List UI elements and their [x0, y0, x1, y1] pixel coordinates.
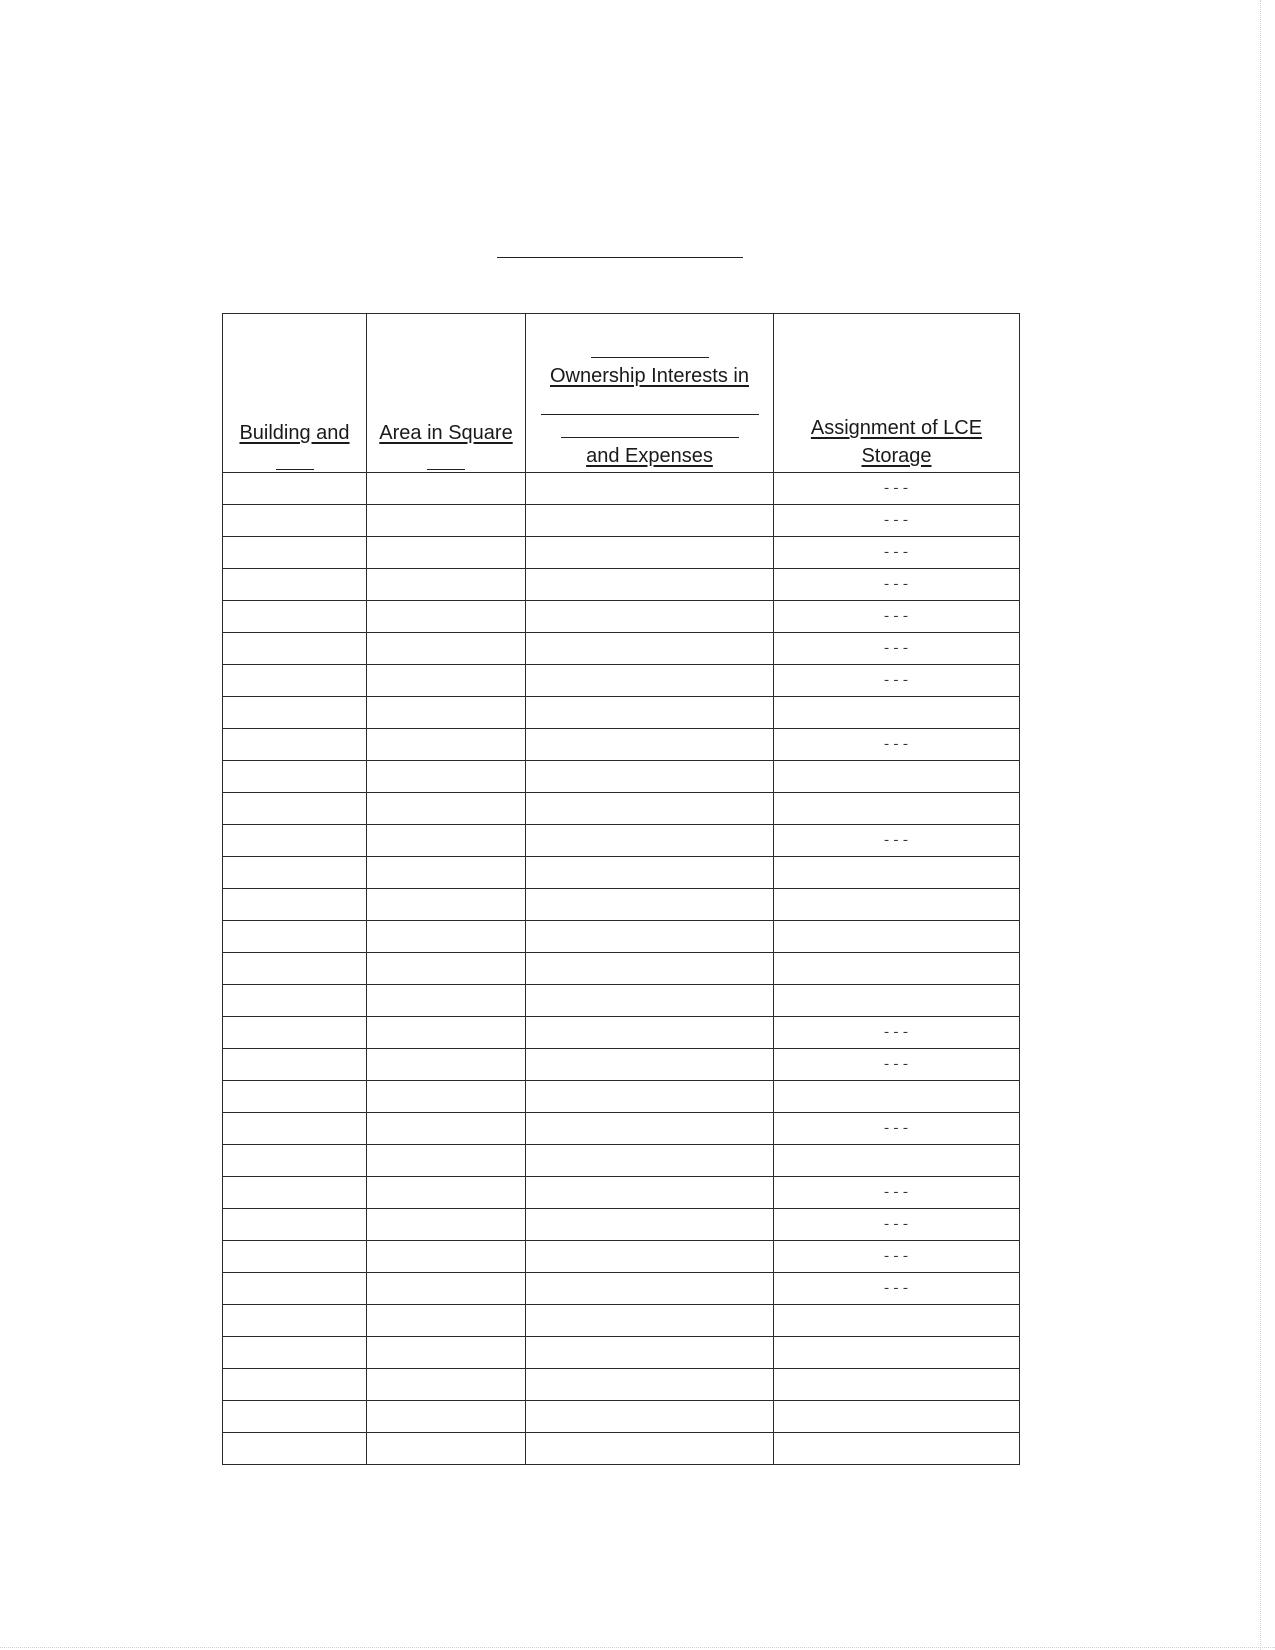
table-row [223, 729, 1020, 761]
table-row [223, 473, 1020, 505]
header-lce-text: Assignment of LCE [810, 417, 983, 439]
cell-ownership [526, 1177, 774, 1209]
table-row [223, 569, 1020, 601]
table-row [223, 985, 1020, 1017]
cell-building [223, 1369, 367, 1401]
cell-ownership [526, 857, 774, 889]
cell-building [223, 1113, 367, 1145]
cell-ownership [526, 1433, 774, 1465]
cell-area [367, 985, 526, 1017]
table-row [223, 1401, 1020, 1433]
cell-area [367, 1305, 526, 1337]
cell-building [223, 1273, 367, 1305]
cell-lce: --- [774, 1241, 1020, 1273]
cell-building [223, 1209, 367, 1241]
cell-lce: --- [774, 825, 1020, 857]
cell-building [223, 601, 367, 633]
table-row [223, 889, 1020, 921]
cell-ownership [526, 697, 774, 729]
header-area-text: Area in Square [379, 422, 513, 444]
cell-lce [774, 1401, 1020, 1433]
cell-ownership [526, 665, 774, 697]
table-row [223, 921, 1020, 953]
cell-building [223, 761, 367, 793]
cell-area [367, 889, 526, 921]
cell-area [367, 665, 526, 697]
cell-ownership [526, 1113, 774, 1145]
cell-ownership [526, 1337, 774, 1369]
table-row [223, 953, 1020, 985]
table-row [223, 1081, 1020, 1113]
cell-area [367, 569, 526, 601]
cell-lce [774, 1305, 1020, 1337]
table-row [223, 1369, 1020, 1401]
header-ownership-text: Ownership Interests in [550, 365, 749, 387]
cell-building [223, 825, 367, 857]
cell-area [367, 1401, 526, 1433]
cell-ownership [526, 537, 774, 569]
cell-area [367, 601, 526, 633]
cell-lce: --- [774, 601, 1020, 633]
cell-lce [774, 1145, 1020, 1177]
cell-building [223, 857, 367, 889]
scan-edge-bottom [0, 1647, 1275, 1648]
cell-building [223, 1305, 367, 1337]
cell-ownership [526, 633, 774, 665]
table-row [223, 1273, 1020, 1305]
header-building [223, 314, 367, 473]
cell-ownership [526, 1273, 774, 1305]
cell-area [367, 1433, 526, 1465]
cell-area [367, 1145, 526, 1177]
table-row [223, 1241, 1020, 1273]
cell-area [367, 1337, 526, 1369]
table-row [223, 665, 1020, 697]
cell-lce: --- [774, 665, 1020, 697]
table-row [223, 1337, 1020, 1369]
cell-lce [774, 889, 1020, 921]
cell-area [367, 537, 526, 569]
header-ownership-text-2: and Expenses [586, 445, 713, 467]
cell-building [223, 729, 367, 761]
cell-building [223, 633, 367, 665]
cell-lce: --- [774, 633, 1020, 665]
table-row [223, 537, 1020, 569]
cell-ownership [526, 1145, 774, 1177]
cell-area [367, 1081, 526, 1113]
cell-building [223, 889, 367, 921]
cell-building [223, 473, 367, 505]
cell-ownership [526, 1209, 774, 1241]
cell-ownership [526, 729, 774, 761]
cell-building [223, 537, 367, 569]
table-row [223, 1049, 1020, 1081]
cell-lce: --- [774, 505, 1020, 537]
cell-ownership [526, 761, 774, 793]
cell-lce [774, 1369, 1020, 1401]
cell-building [223, 1145, 367, 1177]
cell-area [367, 793, 526, 825]
cell-building [223, 1017, 367, 1049]
cell-lce [774, 697, 1020, 729]
cell-lce: --- [774, 1049, 1020, 1081]
cell-ownership [526, 601, 774, 633]
cell-ownership [526, 505, 774, 537]
cell-building [223, 1049, 367, 1081]
title-underline-redacted [497, 257, 743, 258]
cell-ownership [526, 1305, 774, 1337]
cell-building [223, 665, 367, 697]
header-ownership [526, 314, 774, 473]
cell-building [223, 505, 367, 537]
table-row [223, 793, 1020, 825]
cell-lce [774, 793, 1020, 825]
table-row [223, 1305, 1020, 1337]
cell-building [223, 921, 367, 953]
cell-lce [774, 1433, 1020, 1465]
cell-area [367, 1369, 526, 1401]
cell-lce [774, 985, 1020, 1017]
cell-lce: --- [774, 1017, 1020, 1049]
cell-building [223, 1401, 367, 1433]
table-row [223, 1433, 1020, 1465]
scan-edge [1260, 0, 1261, 1650]
cell-ownership [526, 1401, 774, 1433]
cell-lce [774, 857, 1020, 889]
cell-ownership [526, 1241, 774, 1273]
cell-ownership [526, 793, 774, 825]
header-blank [427, 447, 465, 470]
header-lce-text-2: Storage [861, 445, 932, 467]
table-row [223, 1113, 1020, 1145]
cell-building [223, 1433, 367, 1465]
cell-lce: --- [774, 1273, 1020, 1305]
table-body [223, 473, 1020, 1465]
table-row [223, 1145, 1020, 1177]
cell-building [223, 569, 367, 601]
cell-ownership [526, 889, 774, 921]
unit-schedule-table [222, 313, 1020, 1465]
header-blank [591, 343, 709, 358]
cell-lce [774, 761, 1020, 793]
cell-ownership [526, 953, 774, 985]
header-lce-assignment [774, 314, 1020, 473]
table-header-row [223, 314, 1020, 473]
table-row [223, 633, 1020, 665]
cell-lce [774, 1337, 1020, 1369]
cell-area [367, 921, 526, 953]
table-row [223, 825, 1020, 857]
cell-ownership [526, 473, 774, 505]
cell-building [223, 1241, 367, 1273]
cell-area [367, 825, 526, 857]
cell-lce: --- [774, 1209, 1020, 1241]
table-row [223, 697, 1020, 729]
cell-ownership [526, 1049, 774, 1081]
cell-area [367, 953, 526, 985]
cell-ownership [526, 825, 774, 857]
header-blank [276, 447, 314, 470]
cell-building [223, 953, 367, 985]
cell-area [367, 1017, 526, 1049]
cell-area [367, 857, 526, 889]
cell-building [223, 1337, 367, 1369]
cell-building [223, 1081, 367, 1113]
cell-lce [774, 1081, 1020, 1113]
cell-ownership [526, 1017, 774, 1049]
cell-area [367, 1209, 526, 1241]
cell-ownership [526, 985, 774, 1017]
table-row [223, 1017, 1020, 1049]
cell-area [367, 633, 526, 665]
cell-lce [774, 953, 1020, 985]
cell-area [367, 1273, 526, 1305]
cell-ownership [526, 921, 774, 953]
cell-building [223, 985, 367, 1017]
table-row [223, 601, 1020, 633]
table-row [223, 857, 1020, 889]
header-building-text: Building and [239, 422, 350, 444]
cell-area [367, 1049, 526, 1081]
cell-area [367, 697, 526, 729]
table-row [223, 505, 1020, 537]
cell-area [367, 761, 526, 793]
cell-area [367, 729, 526, 761]
cell-ownership [526, 1081, 774, 1113]
cell-area [367, 1241, 526, 1273]
cell-lce: --- [774, 1177, 1020, 1209]
header-area [367, 314, 526, 473]
header-blank [561, 415, 739, 438]
cell-ownership [526, 1369, 774, 1401]
table-row [223, 761, 1020, 793]
cell-building [223, 793, 367, 825]
cell-lce: --- [774, 1113, 1020, 1145]
cell-lce: --- [774, 569, 1020, 601]
table-row [223, 1177, 1020, 1209]
cell-area [367, 1113, 526, 1145]
cell-lce: --- [774, 473, 1020, 505]
cell-lce: --- [774, 729, 1020, 761]
cell-ownership [526, 569, 774, 601]
cell-area [367, 473, 526, 505]
header-blank [541, 390, 759, 415]
cell-building [223, 697, 367, 729]
table-row [223, 1209, 1020, 1241]
cell-lce: --- [774, 537, 1020, 569]
cell-area [367, 505, 526, 537]
cell-lce [774, 921, 1020, 953]
cell-area [367, 1177, 526, 1209]
cell-building [223, 1177, 367, 1209]
